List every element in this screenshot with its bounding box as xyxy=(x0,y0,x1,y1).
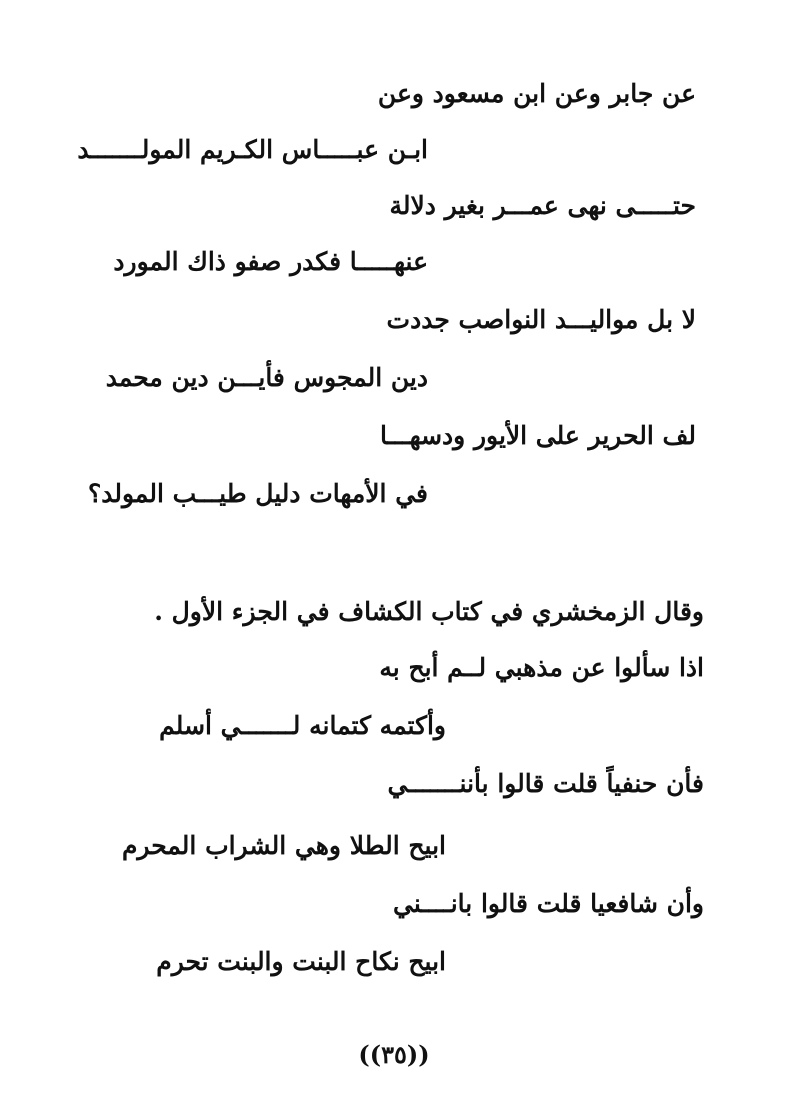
poem2-verse-1-hemistich-2: وأكتمه كتمانه لـــــــي أسلم xyxy=(159,711,446,740)
poem1-verse-4-hemistich-1: لف الحرير على الأيور ودسهـــا xyxy=(379,421,696,450)
poem1-verse-4-hemistich-2: في الأمهات دليل طيـــب المولد؟ xyxy=(87,479,428,508)
poem2-verse-2-hemistich-2: ابيح الطلا وهي الشراب المحرم xyxy=(121,831,446,860)
poem1-verse-3-hemistich-2: دين المجوس فأيـــن دين محمد xyxy=(105,363,428,392)
poem1-verse-1-hemistich-2: ابـن عبـــــاس الكـريم المولـــــــد xyxy=(77,135,428,164)
page-number: ((٣٥)) xyxy=(358,1040,430,1069)
poem1-verse-1-hemistich-1: عن جابر وعن ابن مسعود وعن xyxy=(377,79,696,108)
poem1-verse-3-hemistich-1: لا بل مواليـــد النواصب جددت xyxy=(386,305,696,334)
poem2-verse-3-hemistich-1: وأن شافعيا قلت قالوا بانــــني xyxy=(393,889,704,918)
poem1-verse-2-hemistich-2: عنهـــــا فكدر صفو ذاك المورد xyxy=(113,247,428,276)
poem2-verse-3-hemistich-2: ابيح نكاح البنت والبنت تحرم xyxy=(156,947,446,976)
prose-paragraph: وقال الزمخشري في كتاب الكشاف في الجزء الأول . xyxy=(154,597,704,626)
poem1-verse-2-hemistich-1: حتـــــى نهى عمـــر بغير دلالة xyxy=(389,191,696,220)
poem2-verse-2-hemistich-1: فأن حنفياً قلت قالوا بأننـــــــي xyxy=(387,769,704,798)
poem2-verse-1-hemistich-1: اذا سألوا عن مذهبي لــم أبح به xyxy=(379,653,704,682)
